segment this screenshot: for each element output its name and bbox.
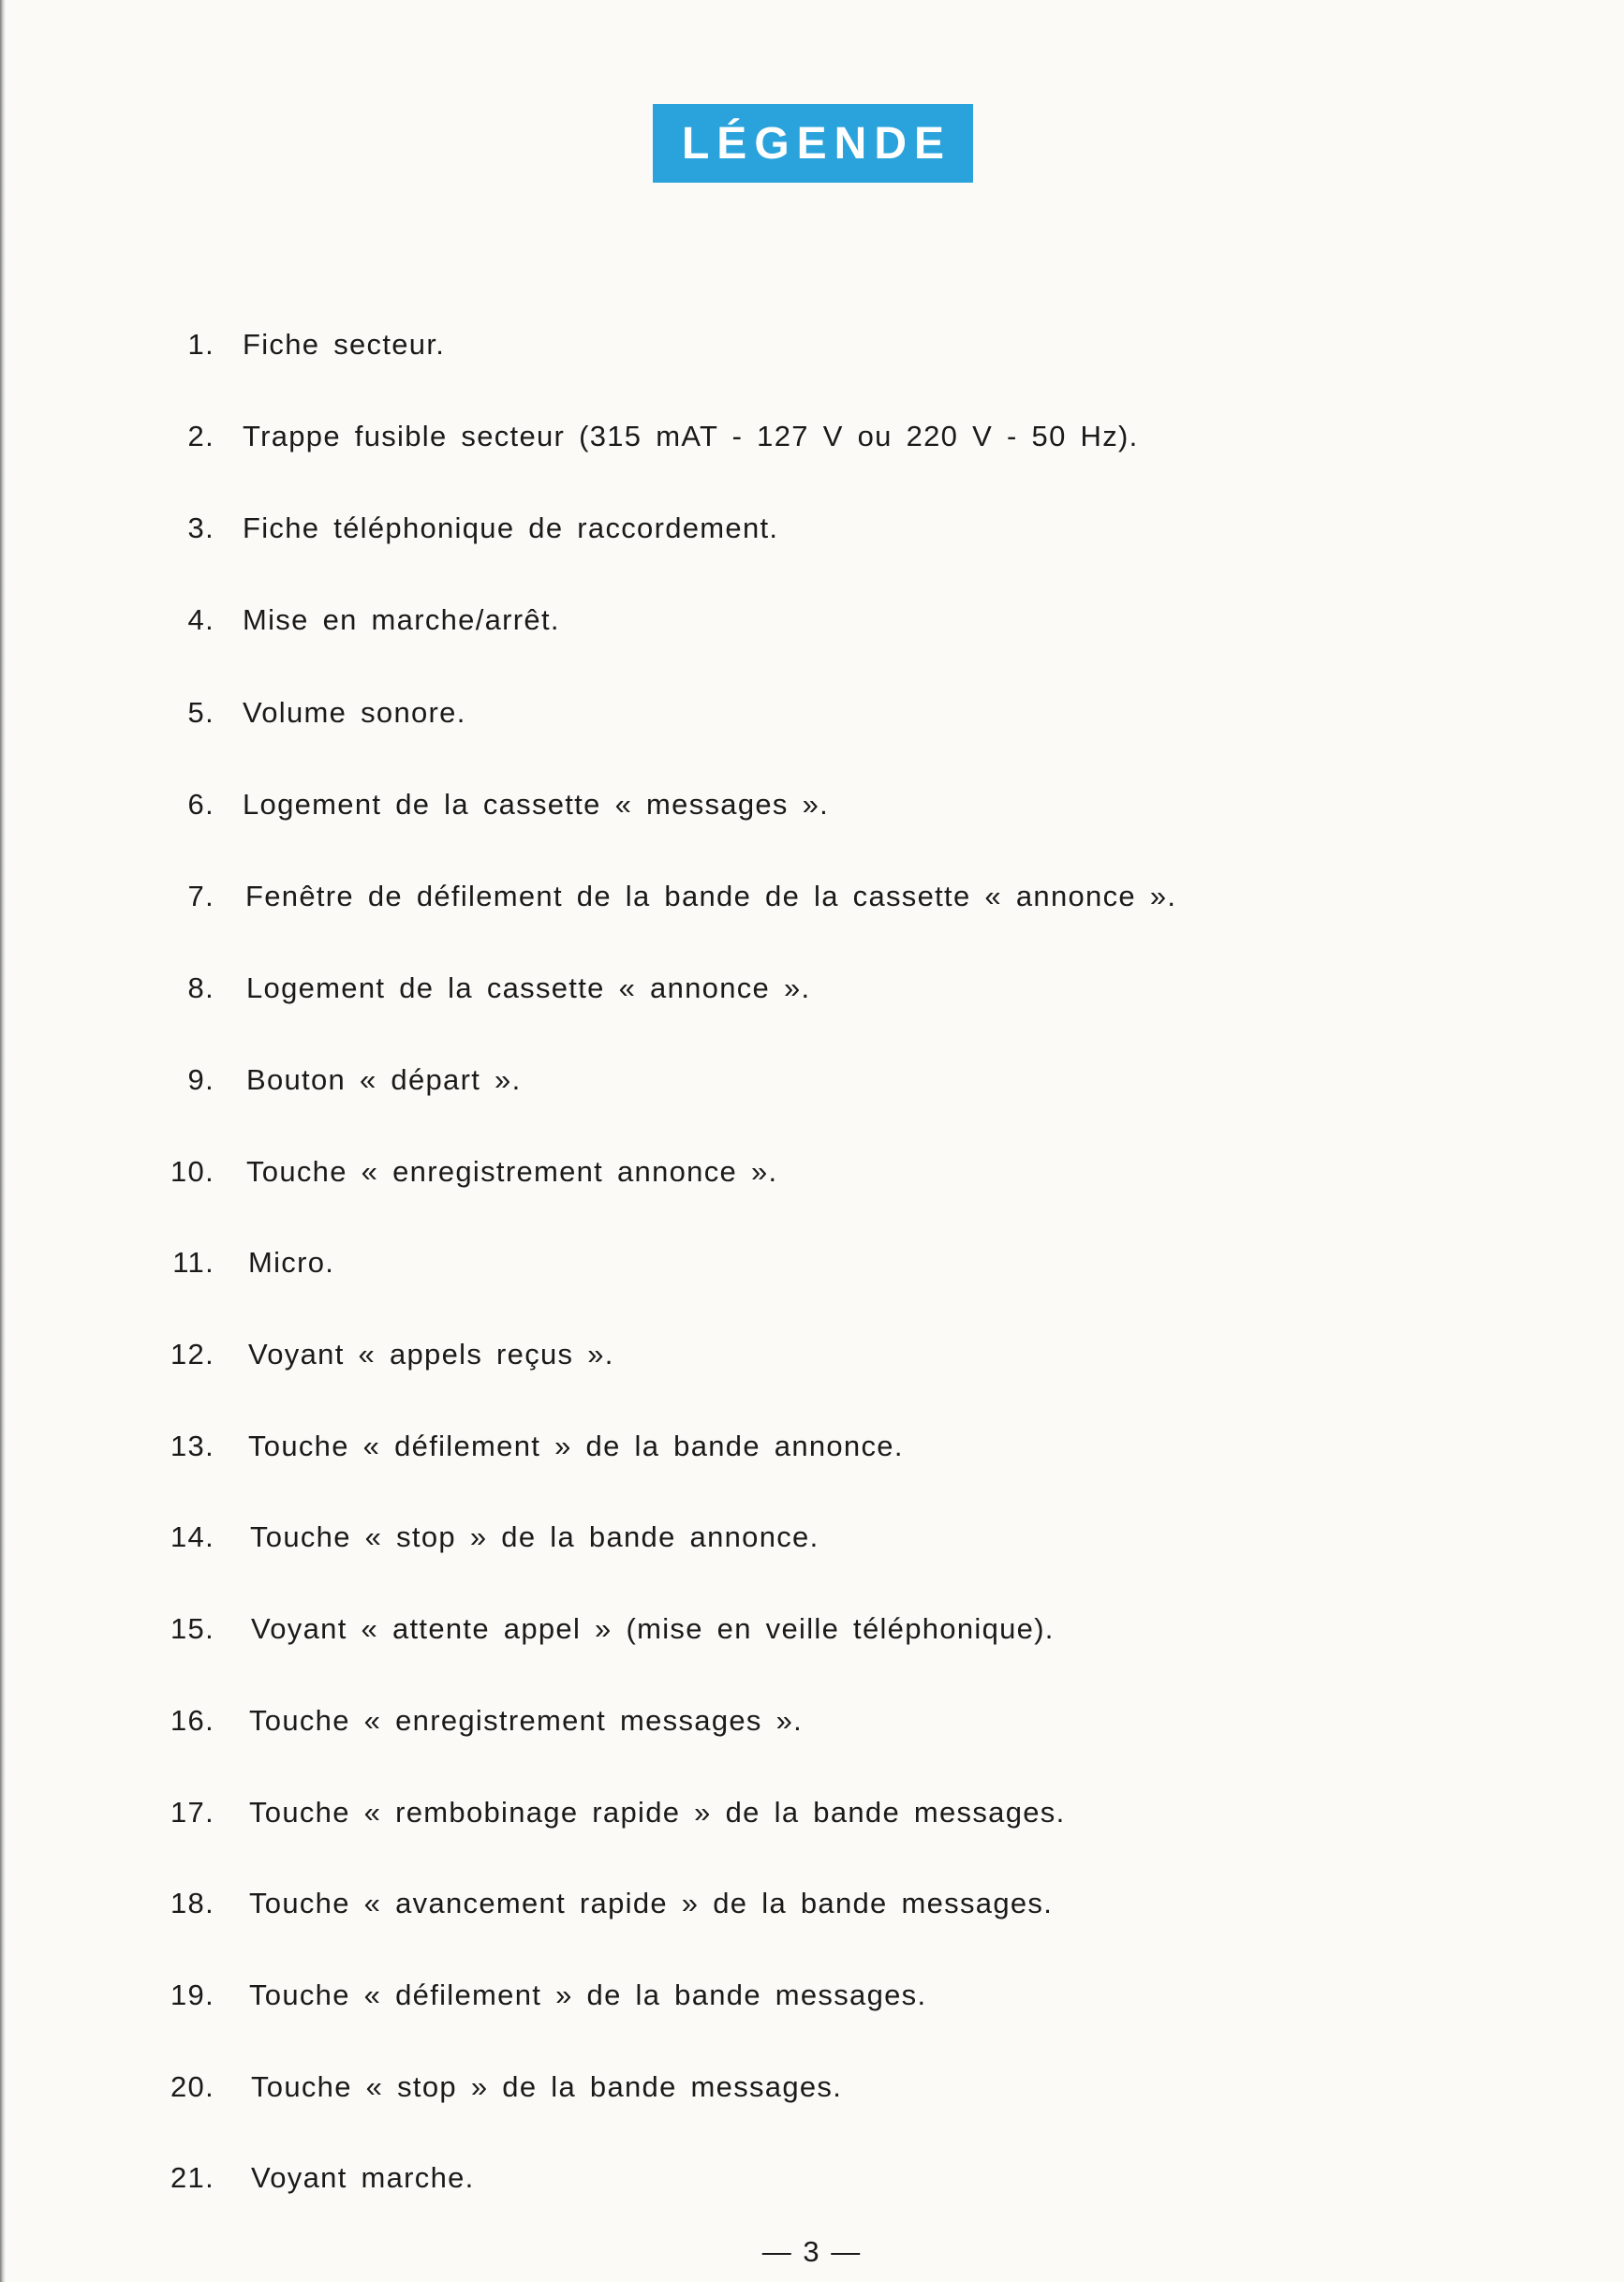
- legend-item-number: 3.: [187, 511, 214, 544]
- legend-item: [0, 1144, 1624, 1200]
- legend-item-text: Touche « défilement » de la bande messages.: [249, 1978, 927, 2011]
- legend-item: [0, 1235, 1624, 1291]
- legend-item-number: 11.: [172, 1246, 214, 1279]
- legend-item: [0, 2059, 1624, 2115]
- legend-title: LÉGENDE: [681, 118, 952, 169]
- legend-item-number: 19.: [170, 1978, 214, 2011]
- legend-item: [0, 777, 1624, 833]
- legend-item-text: Fenêtre de défilement de la bande de la cassette « annonce ».: [245, 880, 1177, 912]
- legend-item-text: Mise en marche/arrêt.: [243, 603, 560, 636]
- legend-item-number: 12.: [170, 1338, 214, 1371]
- legend-item-text: Volume sonore.: [243, 696, 466, 729]
- legend-item-number: 18.: [170, 1887, 214, 1919]
- legend-item: [0, 2150, 1624, 2206]
- legend-item-number: 15.: [170, 1612, 214, 1645]
- legend-item-text: Logement de la cassette « messages ».: [243, 788, 830, 821]
- legend-item-text: Touche « rembobinage rapide » de la bande messages.: [249, 1796, 1066, 1829]
- legend-item-text: Touche « enregistrement messages ».: [249, 1704, 804, 1737]
- legend-item: [0, 685, 1624, 741]
- legend-item: [0, 1052, 1624, 1108]
- legend-item-text: Fiche téléphonique de raccordement.: [243, 511, 779, 544]
- legend-item-text: Bouton « départ ».: [246, 1063, 522, 1096]
- legend-item: [0, 1967, 1624, 2023]
- legend-item-number: 9.: [187, 1063, 214, 1096]
- legend-item: [0, 868, 1624, 925]
- page-number: — 3 —: [761, 2235, 863, 2268]
- legend-item: [0, 592, 1624, 648]
- legend-item-number: 16.: [170, 1704, 214, 1737]
- legend-item-number: 17.: [170, 1796, 214, 1829]
- legend-item-number: 21.: [170, 2161, 214, 2194]
- legend-item-text: Fiche secteur.: [243, 328, 446, 361]
- legend-item: [0, 1875, 1624, 1932]
- legend-item-number: 5.: [187, 696, 214, 729]
- legend-item-number: 14.: [170, 1520, 214, 1553]
- legend-item-number: 2.: [187, 420, 214, 452]
- legend-item-text: Trappe fusible secteur (315 mAT - 127 V ou 220 V - 50 Hz).: [243, 420, 1139, 452]
- legend-item: [0, 317, 1624, 373]
- legend-item-text: Touche « stop » de la bande messages.: [251, 2070, 843, 2103]
- legend-item: [0, 1693, 1624, 1749]
- legend-item-text: Voyant « appels reçus ».: [248, 1338, 614, 1371]
- legend-item: [0, 1601, 1624, 1657]
- legend-item-number: 10.: [170, 1155, 214, 1188]
- legend-item-number: 7.: [187, 880, 214, 912]
- legend-item-text: Touche « stop » de la bande annonce.: [250, 1520, 819, 1553]
- legend-item-number: 13.: [170, 1430, 214, 1462]
- legend-item-text: Touche « défilement » de la bande annonce.: [248, 1430, 904, 1462]
- legend-item-text: Voyant « attente appel » (mise en veille téléphonique).: [251, 1612, 1055, 1645]
- legend-item-number: 8.: [187, 971, 214, 1004]
- legend-item: [0, 960, 1624, 1016]
- legend-item: [0, 1418, 1624, 1474]
- legend-item: [0, 500, 1624, 556]
- legend-item-text: Micro.: [248, 1246, 335, 1279]
- legend-item-text: Touche « enregistrement annonce ».: [246, 1155, 778, 1188]
- legend-item-number: 20.: [170, 2070, 214, 2103]
- legend-item-number: 1.: [187, 328, 214, 361]
- legend-item: [0, 408, 1624, 465]
- legend-item-text: Voyant marche.: [251, 2161, 475, 2194]
- legend-item-number: 6.: [187, 788, 214, 821]
- legend-item: [0, 1326, 1624, 1383]
- legend-item: [0, 1509, 1624, 1565]
- legend-item: [0, 1785, 1624, 1841]
- legend-item-text: Logement de la cassette « annonce ».: [246, 971, 811, 1004]
- legend-item-text: Touche « avancement rapide » de la bande messages.: [249, 1887, 1054, 1919]
- legend-item-number: 4.: [187, 603, 214, 636]
